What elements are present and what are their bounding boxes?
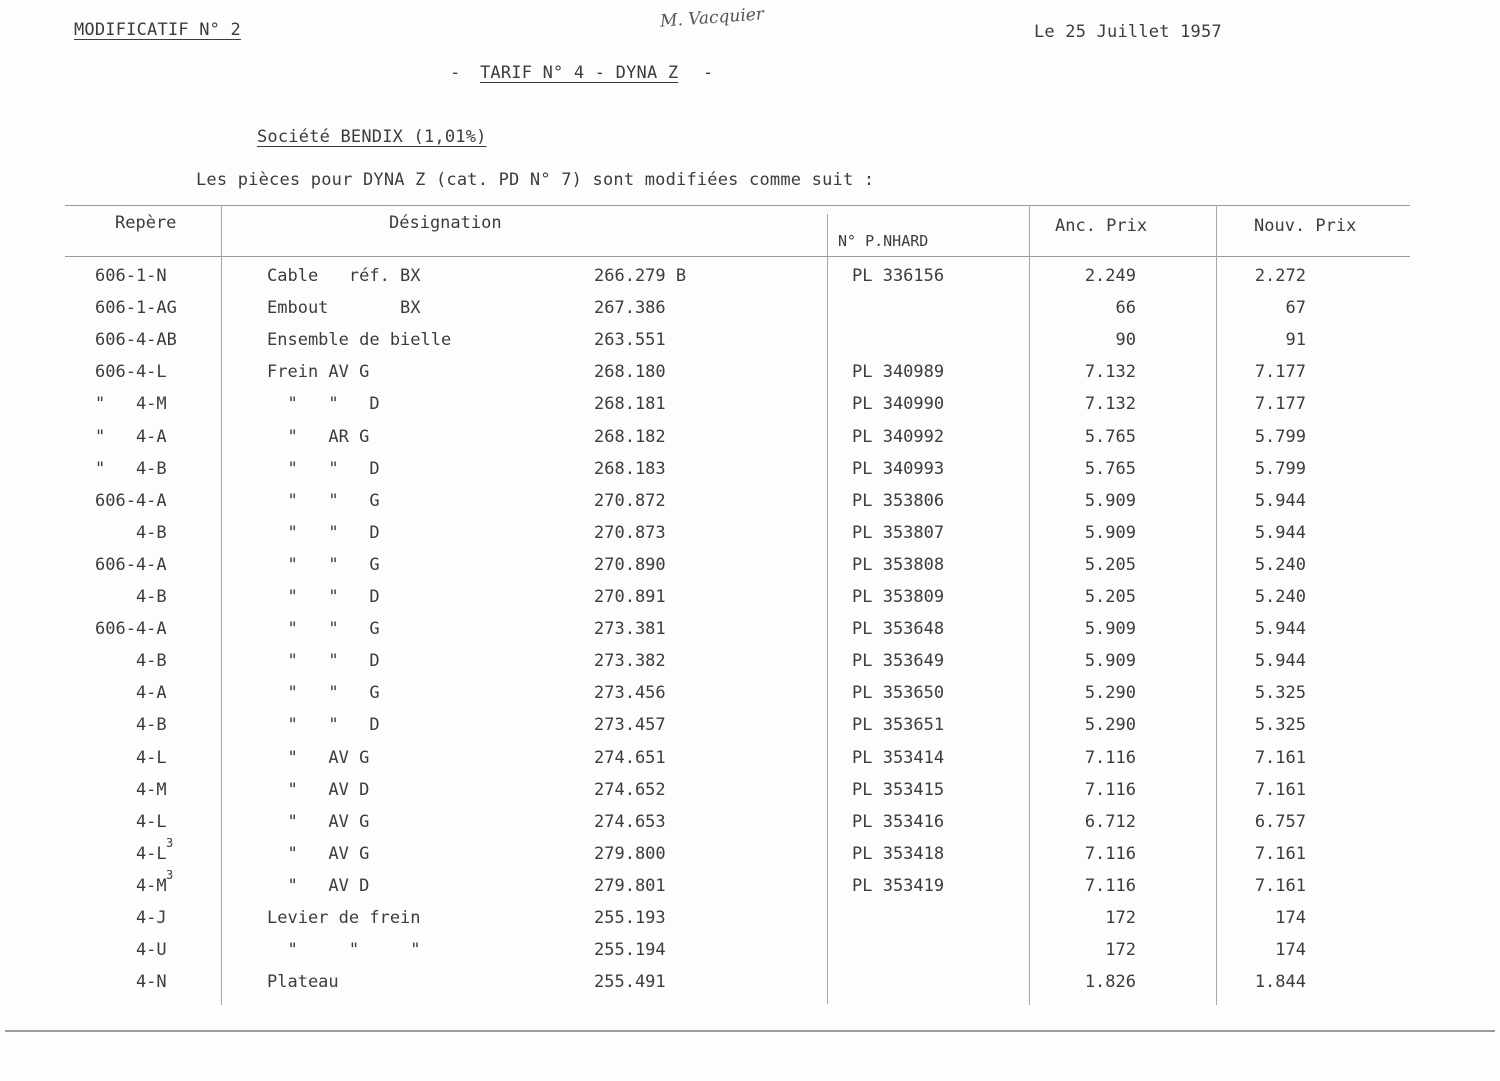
pl-number-cell: PL 340990 xyxy=(852,394,945,414)
old-price-cell: 5.205 xyxy=(1084,587,1136,607)
part-code-cell: 270.872 xyxy=(594,491,666,511)
table-row xyxy=(0,555,1500,585)
table-row xyxy=(0,780,1500,810)
repere-cell: " 4-A xyxy=(95,427,167,447)
old-price-cell: 7.116 xyxy=(1084,748,1136,768)
modificatif-label: MODIFICATIF N° 2 xyxy=(74,20,241,40)
designation-cell: " AV G xyxy=(267,812,370,832)
table-header-rule xyxy=(65,256,1410,257)
table-row xyxy=(0,427,1500,457)
pl-number-cell: PL 353419 xyxy=(852,876,945,896)
repere-cell: 606-4-A xyxy=(95,619,167,639)
company-heading: Société BENDIX (1,01%) xyxy=(257,127,487,147)
table-row xyxy=(0,491,1500,521)
table-row xyxy=(0,748,1500,778)
table-row xyxy=(0,298,1500,328)
designation-cell: " " " xyxy=(267,940,421,960)
repere-cell: 4-J xyxy=(95,908,167,928)
old-price-cell: 5.290 xyxy=(1084,715,1136,735)
repere-cell: 4-L xyxy=(95,748,167,768)
part-code-cell: 279.801 xyxy=(594,876,666,896)
designation-cell: " " G xyxy=(267,683,380,703)
designation-cell: " " G xyxy=(267,619,380,639)
designation-cell: Ensemble de bielle xyxy=(267,330,452,350)
old-price-cell: 1.826 xyxy=(1084,972,1136,992)
new-price-cell: 5.799 xyxy=(1254,427,1306,447)
part-code-cell: 273.381 xyxy=(594,619,666,639)
old-price-cell: 5.290 xyxy=(1084,683,1136,703)
repere-cell: 606-4-L xyxy=(95,362,167,382)
designation-cell: Plateau xyxy=(267,972,339,992)
pl-number-cell: PL 340993 xyxy=(852,459,945,479)
old-price-cell: 7.116 xyxy=(1084,844,1136,864)
old-price-cell: 7.116 xyxy=(1084,780,1136,800)
old-price-cell: 5.765 xyxy=(1084,459,1136,479)
part-code-cell: 270.891 xyxy=(594,587,666,607)
new-price-cell: 91 xyxy=(1285,330,1306,350)
repere-cell: 4-B xyxy=(95,651,167,671)
table-row xyxy=(0,619,1500,649)
designation-cell: " AV D xyxy=(267,780,370,800)
part-code-cell: 274.653 xyxy=(594,812,666,832)
table-row xyxy=(0,266,1500,296)
new-price-cell: 1.844 xyxy=(1254,972,1306,992)
new-price-cell: 7.161 xyxy=(1254,748,1306,768)
tarif-suffix: - xyxy=(703,63,714,83)
bottom-rule xyxy=(5,1030,1495,1032)
designation-cell: " " D xyxy=(267,523,380,543)
repere-cell: 4-L xyxy=(95,812,167,832)
part-code-cell: 255.194 xyxy=(594,940,666,960)
new-price-cell: 7.161 xyxy=(1254,876,1306,896)
part-code-cell: 266.279 B xyxy=(594,266,687,286)
pl-number-cell: PL 353651 xyxy=(852,715,945,735)
repere-cell: 606-4-A xyxy=(95,555,167,575)
repere-cell: 606-4-A xyxy=(95,491,167,511)
header-designation: Désignation xyxy=(389,213,502,233)
repere-cell: 4-U xyxy=(95,940,167,960)
new-price-cell: 5.944 xyxy=(1254,651,1306,671)
tarif-prefix: - xyxy=(450,63,461,83)
new-price-cell: 7.177 xyxy=(1254,362,1306,382)
part-code-cell: 263.551 xyxy=(594,330,666,350)
designation-cell: Cable réf. BX xyxy=(267,266,421,286)
new-price-cell: 5.944 xyxy=(1254,491,1306,511)
pl-number-cell: PL 353414 xyxy=(852,748,945,768)
document-date: Le 25 Juillet 1957 xyxy=(1034,22,1222,42)
repere-cell: " 4-M xyxy=(95,394,167,414)
old-price-cell: 5.205 xyxy=(1084,555,1136,575)
part-code-cell: 273.456 xyxy=(594,683,666,703)
repere-cell: 4-M xyxy=(95,780,167,800)
pl-number-cell: PL 340992 xyxy=(852,427,945,447)
old-price-cell: 5.909 xyxy=(1084,491,1136,511)
repere-superscript: 3 xyxy=(166,868,174,882)
table-row xyxy=(0,972,1500,1002)
repere-cell: 606-1-AG xyxy=(95,298,177,318)
repere-cell: 606-4-AB xyxy=(95,330,177,350)
new-price-cell: 5.240 xyxy=(1254,587,1306,607)
table-row xyxy=(0,908,1500,938)
repere-cell: 4-N xyxy=(95,972,167,992)
old-price-cell: 6.712 xyxy=(1084,812,1136,832)
old-price-cell: 7.116 xyxy=(1084,876,1136,896)
part-code-cell: 273.382 xyxy=(594,651,666,671)
pl-number-cell: PL 353418 xyxy=(852,844,945,864)
designation-cell: " AV G xyxy=(267,844,370,864)
table-row xyxy=(0,868,1500,906)
repere-cell: " 4-B xyxy=(95,459,167,479)
part-code-cell: 274.651 xyxy=(594,748,666,768)
designation-cell: " AV G xyxy=(267,748,370,768)
table-row xyxy=(0,683,1500,713)
new-price-cell: 5.325 xyxy=(1254,683,1306,703)
new-price-cell: 5.944 xyxy=(1254,523,1306,543)
designation-cell: " " G xyxy=(267,555,380,575)
designation-cell: " AV D xyxy=(267,876,370,896)
new-price-cell: 67 xyxy=(1285,298,1306,318)
old-price-cell: 5.765 xyxy=(1084,427,1136,447)
part-code-cell: 255.193 xyxy=(594,908,666,928)
repere-cell: 4-A xyxy=(95,683,167,703)
part-code-cell: 274.652 xyxy=(594,780,666,800)
designation-cell: " " D xyxy=(267,394,380,414)
designation-cell: " " D xyxy=(267,459,380,479)
part-code-cell: 255.491 xyxy=(594,972,666,992)
pl-number-cell: PL 353808 xyxy=(852,555,945,575)
new-price-cell: 5.799 xyxy=(1254,459,1306,479)
new-price-cell: 5.240 xyxy=(1254,555,1306,575)
pl-number-cell: PL 353650 xyxy=(852,683,945,703)
old-price-cell: 5.909 xyxy=(1084,651,1136,671)
table-top-rule xyxy=(65,205,1410,206)
tarif-title: TARIF N° 4 - DYNA Z xyxy=(480,63,679,83)
pl-number-cell: PL 353807 xyxy=(852,523,945,543)
designation-cell: Frein AV G xyxy=(267,362,370,382)
repere-superscript: 3 xyxy=(166,836,174,850)
table-row xyxy=(0,715,1500,745)
old-price-cell: 5.909 xyxy=(1084,523,1136,543)
part-code-cell: 268.182 xyxy=(594,427,666,447)
old-price-cell: 172 xyxy=(1105,940,1136,960)
table-row xyxy=(0,651,1500,681)
pl-number-cell: PL 353809 xyxy=(852,587,945,607)
new-price-cell: 7.177 xyxy=(1254,394,1306,414)
repere-cell: 4-B xyxy=(95,715,167,735)
pl-number-cell: PL 353415 xyxy=(852,780,945,800)
table-row xyxy=(0,523,1500,553)
repere-cell: 4-M xyxy=(95,876,167,896)
designation-cell: " " D xyxy=(267,651,380,671)
table-row xyxy=(0,587,1500,617)
pl-number-cell: PL 353416 xyxy=(852,812,945,832)
table-row xyxy=(0,330,1500,360)
old-price-cell: 172 xyxy=(1105,908,1136,928)
old-price-cell: 5.909 xyxy=(1084,619,1136,639)
designation-cell: Levier de frein xyxy=(267,908,421,928)
part-code-cell: 270.890 xyxy=(594,555,666,575)
handwritten-note: M. Vacquier xyxy=(659,4,765,32)
designation-cell: " " D xyxy=(267,587,380,607)
pl-number-cell: PL 353649 xyxy=(852,651,945,671)
old-price-cell: 7.132 xyxy=(1084,394,1136,414)
part-code-cell: 270.873 xyxy=(594,523,666,543)
pl-number-cell: PL 336156 xyxy=(852,266,945,286)
pl-number-cell: PL 353648 xyxy=(852,619,945,639)
designation-cell: Embout BX xyxy=(267,298,421,318)
new-price-cell: 7.161 xyxy=(1254,780,1306,800)
table-row xyxy=(0,812,1500,842)
table-row xyxy=(0,940,1500,970)
new-price-cell: 7.161 xyxy=(1254,844,1306,864)
header-anc-prix: Anc. Prix xyxy=(1055,216,1148,236)
table-row xyxy=(0,836,1500,874)
designation-cell: " AR G xyxy=(267,427,370,447)
part-code-cell: 267.386 xyxy=(594,298,666,318)
part-code-cell: 268.180 xyxy=(594,362,666,382)
new-price-cell: 6.757 xyxy=(1254,812,1306,832)
new-price-cell: 174 xyxy=(1275,940,1306,960)
new-price-cell: 5.944 xyxy=(1254,619,1306,639)
old-price-cell: 66 xyxy=(1115,298,1136,318)
designation-cell: " " D xyxy=(267,715,380,735)
old-price-cell: 90 xyxy=(1115,330,1136,350)
repere-cell: 4-L xyxy=(95,844,167,864)
old-price-cell: 7.132 xyxy=(1084,362,1136,382)
table-row xyxy=(0,459,1500,489)
designation-cell: " " G xyxy=(267,491,380,511)
header-pl-number: N° P.NHARD xyxy=(838,232,929,250)
repere-cell: 606-1-N xyxy=(95,266,167,286)
pl-number-cell: PL 340989 xyxy=(852,362,945,382)
table-row xyxy=(0,394,1500,424)
header-nouv-prix: Nouv. Prix xyxy=(1254,216,1357,236)
part-code-cell: 268.181 xyxy=(594,394,666,414)
new-price-cell: 5.325 xyxy=(1254,715,1306,735)
intro-text: Les pièces pour DYNA Z (cat. PD N° 7) sont modifiées comme suit : xyxy=(196,170,875,190)
table-row xyxy=(0,362,1500,392)
repere-cell: 4-B xyxy=(95,523,167,543)
new-price-cell: 2.272 xyxy=(1254,266,1306,286)
old-price-cell: 2.249 xyxy=(1084,266,1136,286)
new-price-cell: 174 xyxy=(1275,908,1306,928)
header-repere: Repère xyxy=(115,213,177,233)
repere-cell: 4-B xyxy=(95,587,167,607)
part-code-cell: 273.457 xyxy=(594,715,666,735)
part-code-cell: 279.800 xyxy=(594,844,666,864)
part-code-cell: 268.183 xyxy=(594,459,666,479)
pl-number-cell: PL 353806 xyxy=(852,491,945,511)
